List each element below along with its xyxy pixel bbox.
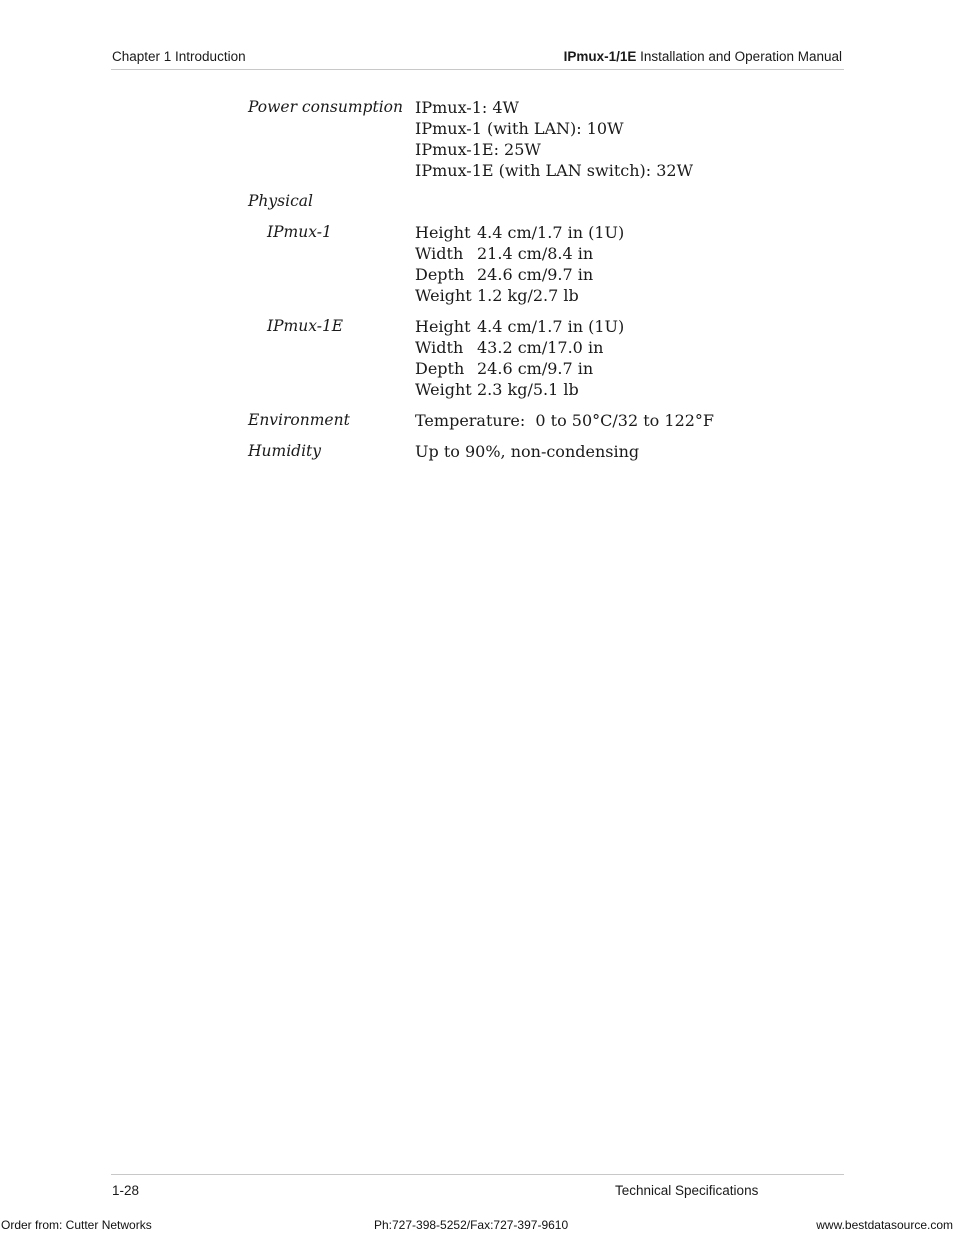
page-footer (111, 1174, 844, 1205)
dimension-name: Weight (415, 286, 472, 305)
spec-values-power (415, 97, 808, 181)
dimension-value: 21.4 cm/8.4 in (477, 244, 594, 263)
specifications-table (248, 97, 808, 472)
order-source: Order from: Cutter Networks (1, 1218, 152, 1232)
dimension-name: Width (415, 338, 464, 357)
power-line: IPmux-1E (with LAN switch): 32W (415, 161, 694, 180)
dimension-value: 4.4 cm/1.7 in (1U) (477, 223, 625, 242)
dimension-value: 43.2 cm/17.0 in (477, 338, 604, 357)
dimension-line (415, 379, 808, 400)
manual-title-product: IPmux-1/1E (563, 49, 637, 64)
spec-row-humidity (248, 441, 808, 462)
dimension-line (415, 264, 808, 285)
dimension-value: 24.6 cm/9.7 in (477, 359, 594, 378)
power-line: IPmux-1 (with LAN): 10W (415, 119, 624, 138)
spec-values-ipmux1 (415, 222, 808, 306)
dimension-name: Height (415, 317, 471, 336)
power-line: IPmux-1E: 25W (415, 140, 541, 159)
spec-label-environment: Environment (248, 411, 350, 429)
spec-values-humidity (415, 441, 808, 462)
dimension-value: 24.6 cm/9.7 in (477, 265, 594, 284)
dimension-name: Height (415, 223, 471, 242)
spec-values-ipmux1e (415, 316, 808, 400)
humidity-value: Up to 90%, non-condensing (415, 442, 640, 461)
dimension-line (415, 337, 808, 358)
spec-row-physical (248, 191, 808, 212)
dimension-name: Depth (415, 359, 465, 378)
manual-title (564, 49, 842, 64)
dimension-name: Width (415, 244, 464, 263)
spec-label-ipmux1: IPmux-1 (267, 223, 332, 241)
spec-label-ipmux1e: IPmux-1E (267, 317, 344, 335)
chapter-title: Chapter 1 Introduction (112, 49, 246, 64)
dimension-value: 4.4 cm/1.7 in (1U) (477, 317, 625, 336)
spec-values-environment (415, 410, 808, 431)
dimension-line (415, 358, 808, 379)
order-website[interactable]: www.bestdatasource.com (816, 1218, 953, 1232)
spec-label-physical: Physical (248, 192, 313, 210)
dimension-line (415, 316, 808, 337)
spec-row-ipmux1 (248, 222, 808, 306)
spec-row-power (248, 97, 808, 181)
spec-row-environment (248, 410, 808, 431)
environment-value: Temperature: 0 to 50°C/32 to 122°F (415, 411, 715, 430)
section-title: Technical Specifications (615, 1183, 759, 1198)
page-number: 1-28 (112, 1183, 140, 1198)
spec-label-power: Power consumption (248, 98, 403, 116)
page-header (111, 48, 844, 70)
dimension-name: Weight (415, 380, 472, 399)
dimension-line (415, 285, 808, 306)
spec-label-humidity: Humidity (248, 442, 322, 460)
dimension-line (415, 243, 808, 264)
spec-row-ipmux1e (248, 316, 808, 400)
power-line: IPmux-1: 4W (415, 98, 519, 117)
order-phone-fax: Ph:727-398-5252/Fax:727-397-9610 (374, 1218, 569, 1232)
manual-title-rest: Installation and Operation Manual (636, 49, 842, 64)
dimension-line (415, 222, 808, 243)
dimension-value: 1.2 kg/2.7 lb (477, 286, 579, 305)
dimension-name: Depth (415, 265, 465, 284)
dimension-value: 2.3 kg/5.1 lb (477, 380, 579, 399)
